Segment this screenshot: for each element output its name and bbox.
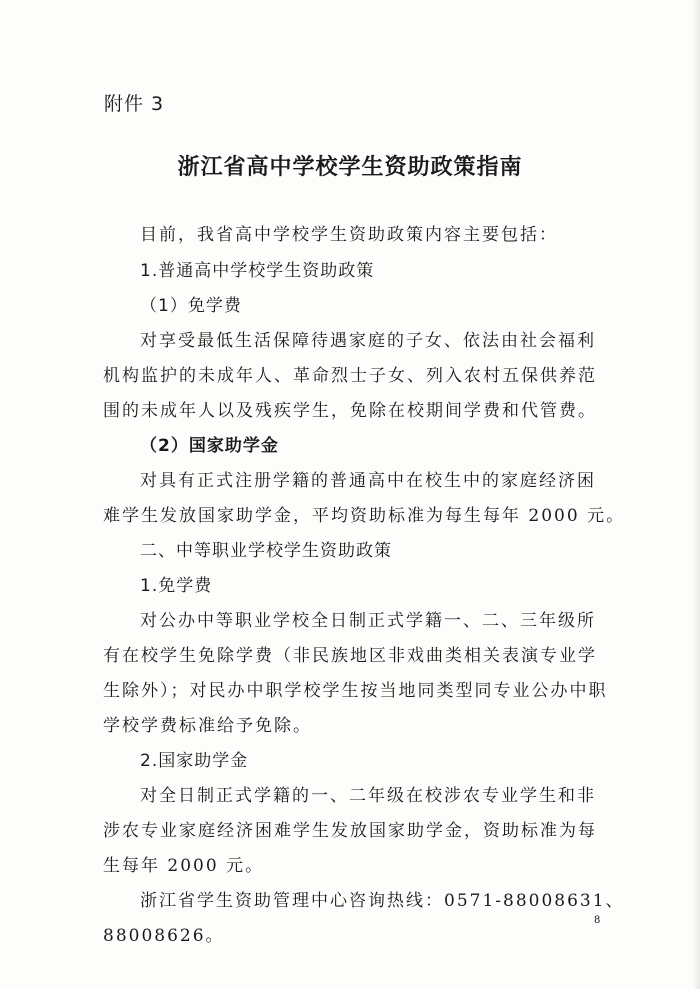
section-heading-1: 1.普通高中学校学生资助政策 (140, 261, 375, 281)
subheading-national-grant: （2）国家助学金 (140, 436, 279, 456)
paragraph-line: 生每年 2000 元。 (103, 856, 265, 876)
paragraph-line: 围的未成年人以及残疾学生，免除在校期间学费和代管费。 (103, 401, 597, 421)
subheading-vocational-tuition-waiver: 1.免学费 (140, 576, 213, 596)
paragraph-line: 对具有正式注册学籍的普通高中在校生中的家庭经济困 (140, 471, 596, 491)
page-edge-shadow (692, 0, 700, 989)
paragraph-line: 对全日制正式学籍的一、二年级在校涉农专业学生和非 (140, 786, 596, 806)
subheading-vocational-national-grant: 2.国家助学金 (140, 751, 249, 771)
attachment-label: 附件 3 (104, 93, 165, 115)
paragraph-line: 涉农专业家庭经济困难学生发放国家助学金，资助标准为每 (103, 821, 597, 841)
section-heading-2: 二、中等职业学校学生资助政策 (140, 541, 392, 561)
paragraph-line: 学校学费标准给予免除。 (103, 716, 312, 736)
paragraph-line: 难学生发放国家助学金，平均资助标准为每生每年 2000 元。 (103, 506, 626, 526)
paragraph-line: 对享受最低生活保障待遇家庭的子女、依法由社会福利 (140, 331, 596, 351)
hotline-line-continued: 88008626。 (103, 926, 225, 946)
paragraph-line: 对公办中等职业学校全日制正式学籍一、二、三年级所 (140, 611, 596, 631)
paragraph-line: 有在校学生免除学费（非民族地区非戏曲类相关表演专业学 (103, 646, 597, 666)
hotline-line: 浙江省学生资助管理中心咨询热线：0571-88008631、 (140, 891, 625, 911)
paragraph-line: 生除外）；对民办中职学校学生按当地同类型同专业公办中职 (103, 681, 608, 701)
page-number: 8 (594, 915, 601, 926)
subheading-tuition-waiver: （1）免学费 (140, 296, 242, 316)
intro-line: 目前，我省高中学校学生资助政策内容主要包括： (140, 225, 558, 245)
document-title: 浙江省高中学校学生资助政策指南 (177, 154, 523, 180)
paragraph-line: 机构监护的未成年人、革命烈士子女、列入农村五保供养范 (103, 366, 597, 386)
